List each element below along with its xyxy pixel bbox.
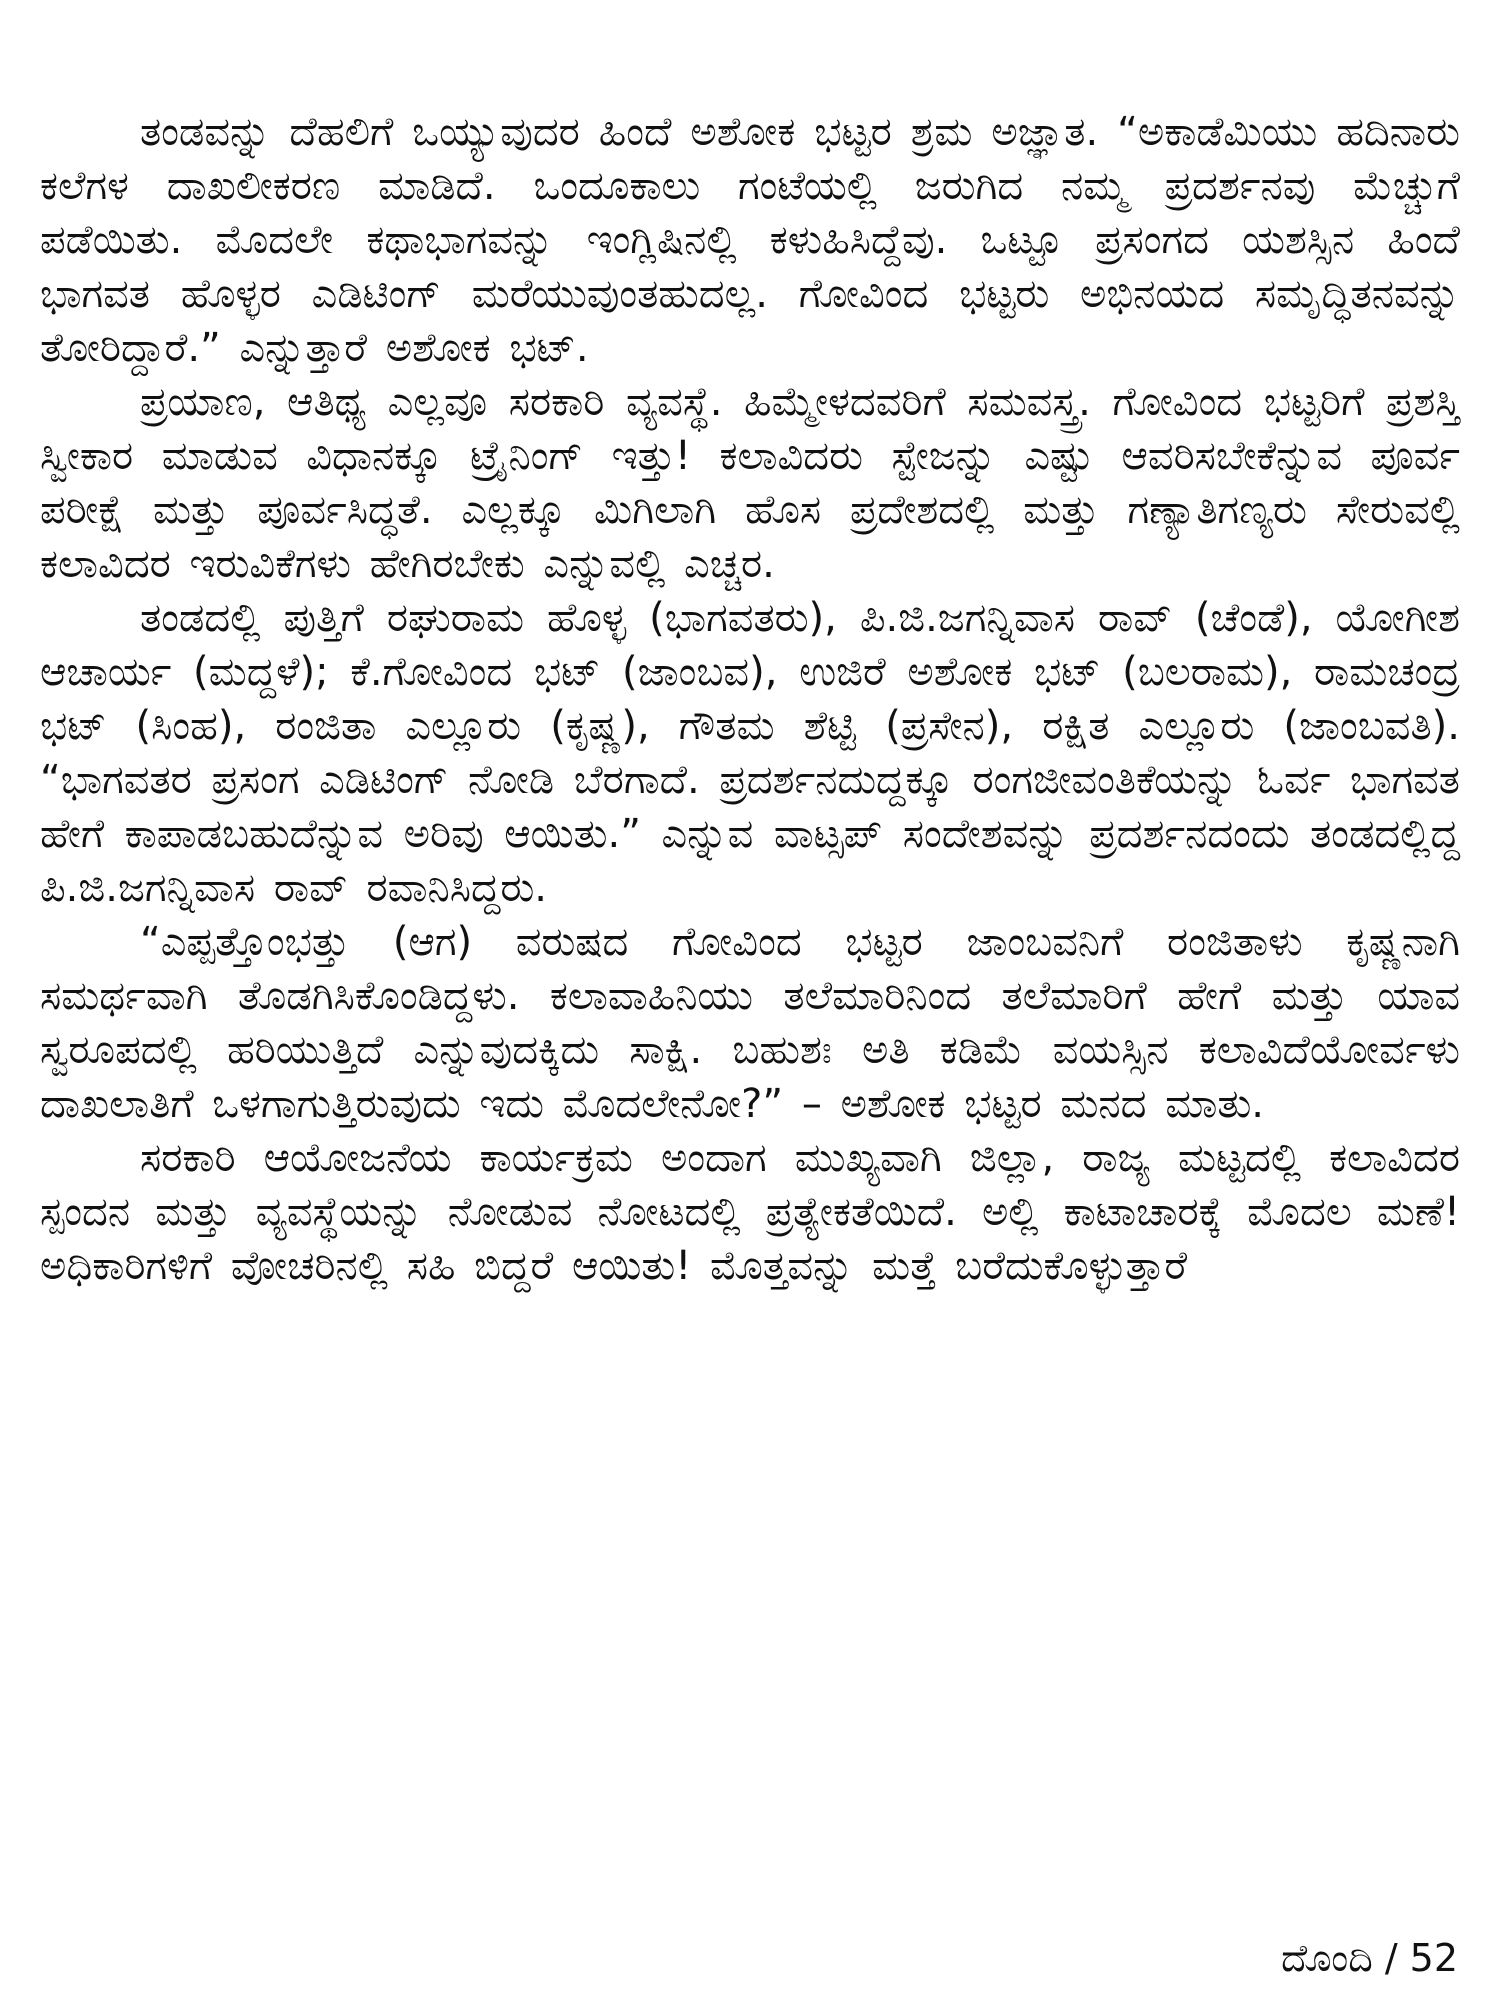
page-body bbox=[40, 105, 1460, 1293]
page-number: 52 bbox=[1409, 1936, 1458, 1980]
paragraph-1: ತಂಡವನ್ನು ದೆಹಲಿಗೆ ಒಯ್ಯುವುದರ ಹಿಂದೆ ಅಶೋಕ ಭಟ್ಟರ ಶ್ರಮ ಅಜ್ಞಾತ. “ಅಕಾಡೆಮಿಯು ಹದಿನಾರು ಕಲೆಗಳ ದಾಖಲೀಕರಣ ಮಾಡಿದೆ. ಒಂದೂಕಾಲು ಗಂಟೆಯಲ್ಲಿ ಜರುಗಿದ ನಮ್ಮ ಪ್ರದರ್ಶನವು ಮೆಚ್ಚುಗೆ ಪಡೆಯಿತು. ಮೊದಲೇ ಕಥಾಭಾಗವನ್ನು ಇಂಗ್ಲಿಷಿನಲ್ಲಿ ಕಳುಹಿಸಿದ್ದೆವು. ಒಟ್ಟೂ ಪ್ರಸಂಗದ ಯಶಸ್ಸಿನ ಹಿಂದೆ ಭಾಗವತ ಹೊಳ್ಳರ ಎಡಿಟಿಂಗ್ ಮರೆಯುವುಂತಹುದಲ್ಲ. ಗೋವಿಂದ ಭಟ್ಟರು ಅಭಿನಯದ ಸಮೃದ್ಧಿತನವನ್ನು ತೋರಿದ್ದಾರೆ.” ಎನ್ನುತ್ತಾರೆ ಅಶೋಕ ಭಟ್. bbox=[40, 109, 1460, 371]
page-footer bbox=[1281, 1935, 1458, 1981]
footer-separator: / bbox=[1384, 1936, 1398, 1980]
paragraph-3: ತಂಡದಲ್ಲಿ ಪುತ್ತಿಗೆ ರಘುರಾಮ ಹೊಳ್ಳ (ಭಾಗವತರು), ಪಿ.ಜಿ.ಜಗನ್ನಿವಾಸ ರಾವ್ (ಚೆಂಡೆ), ಯೋಗೀಶ ಆಚಾರ್ಯ (ಮದ್ದಳೆ); ಕೆ.ಗೋವಿಂದ ಭಟ್ (ಜಾಂಬವ), ಉಜಿರೆ ಅಶೋಕ ಭಟ್ (ಬಲರಾಮ), ರಾಮಚಂದ್ರ ಭಟ್ (ಸಿಂಹ), ರಂಜಿತಾ ಎಲ್ಲೂರು (ಕೃಷ್ಣ), ಗೌತಮ ಶೆಟ್ಟಿ (ಪ್ರಸೇನ), ರಕ್ಷಿತ ಎಲ್ಲೂರು (ಜಾಂಬವತಿ). “ಭಾಗವತರ ಪ್ರಸಂಗ ಎಡಿಟಿಂಗ್ ನೋಡಿ ಬೆರಗಾದೆ. ಪ್ರದರ್ಶನದುದ್ದಕ್ಕೂ ರಂಗಜೀವಂತಿಕೆಯನ್ನು ಓರ್ವ ಭಾಗವತ ಹೇಗೆ ಕಾಪಾಡಬಹುದೆನ್ನುವ ಅರಿವು ಆಯಿತು.” ಎನ್ನುವ ವಾಟ್ಸಪ್ ಸಂದೇಶವನ್ನು ಪ್ರದರ್ಶನದಂದು ತಂಡದಲ್ಲಿದ್ದ ಪಿ.ಜಿ.ಜಗನ್ನಿವಾಸ ರಾವ್ ರವಾನಿಸಿದ್ದರು. bbox=[40, 595, 1460, 911]
book-title: ದೊಂದಿ bbox=[1281, 1936, 1373, 1980]
paragraph-5: ಸರಕಾರಿ ಆಯೋಜನೆಯ ಕಾರ್ಯಕ್ರಮ ಅಂದಾಗ ಮುಖ್ಯವಾಗಿ ಜಿಲ್ಲಾ, ರಾಜ್ಯ ಮಟ್ಟದಲ್ಲಿ ಕಲಾವಿದರ ಸ್ಪಂದನ ಮತ್ತು ವ್ಯವಸ್ಥೆಯನ್ನು ನೋಡುವ ನೋಟದಲ್ಲಿ ಪ್ರತ್ಯೇಕತೆಯಿದೆ. ಅಲ್ಲಿ ಕಾಟಾಚಾರಕ್ಕೆ ಮೊದಲ ಮಣೆ! ಅಧಿಕಾರಿಗಳಿಗೆ ವೋಚರಿನಲ್ಲಿ ಸಹಿ ಬಿದ್ದರೆ ಆಯಿತು! ಮೊತ್ತವನ್ನು ಮತ್ತೆ ಬರೆದುಕೊಳ್ಳುತ್ತಾರೆ bbox=[40, 1135, 1460, 1289]
paragraph-4: “ಎಪ್ಪತ್ತೊಂಭತ್ತು (ಆಗ) ವರುಷದ ಗೋವಿಂದ ಭಟ್ಟರ ಜಾಂಬವನಿಗೆ ರಂಜಿತಾಳು ಕೃಷ್ಣನಾಗಿ ಸಮರ್ಥವಾಗಿ ತೊಡಗಿಸಿಕೊಂಡಿದ್ದಳು. ಕಲಾವಾಹಿನಿಯು ತಲೆಮಾರಿನಿಂದ ತಲೆಮಾರಿಗೆ ಹೇಗೆ ಮತ್ತು ಯಾವ ಸ್ವರೂಪದಲ್ಲಿ ಹರಿಯುತ್ತಿದೆ ಎನ್ನುವುದಕ್ಕಿದು ಸಾಕ್ಷಿ. ಬಹುಶಃ ಅತಿ ಕಡಿಮೆ ವಯಸ್ಸಿನ ಕಲಾವಿದೆಯೋರ್ವಳು ದಾಖಲಾತಿಗೆ ಒಳಗಾಗುತ್ತಿರುವುದು ಇದು ಮೊದಲೇನೋ?” – ಅಶೋಕ ಭಟ್ಟರ ಮನದ ಮಾತು. bbox=[40, 919, 1460, 1127]
paragraph-2: ಪ್ರಯಾಣ, ಆತಿಥ್ಯ ಎಲ್ಲವೂ ಸರಕಾರಿ ವ್ಯವಸ್ಥೆ. ಹಿಮ್ಮೇಳದವರಿಗೆ ಸಮವಸ್ತ್ರ. ಗೋವಿಂದ ಭಟ್ಟರಿಗೆ ಪ್ರಶಸ್ತಿ ಸ್ವೀಕಾರ ಮಾಡುವ ವಿಧಾನಕ್ಕೂ ಟ್ರೈನಿಂಗ್ ಇತ್ತು! ಕಲಾವಿದರು ಸ್ಟೇಜನ್ನು ಎಷ್ಟು ಆವರಿಸಬೇಕೆನ್ನುವ ಪೂರ್ವ ಪರೀಕ್ಷೆ ಮತ್ತು ಪೂರ್ವಸಿದ್ಧತೆ. ಎಲ್ಲಕ್ಕೂ ಮಿಗಿಲಾಗಿ ಹೊಸ ಪ್ರದೇಶದಲ್ಲಿ ಮತ್ತು ಗಣ್ಯಾತಿಗಣ್ಯರು ಸೇರುವಲ್ಲಿ ಕಲಾವಿದರ ಇರುವಿಕೆಗಳು ಹೇಗಿರಬೇಕು ಎನ್ನುವಲ್ಲಿ ಎಚ್ಚರ. bbox=[40, 379, 1460, 587]
